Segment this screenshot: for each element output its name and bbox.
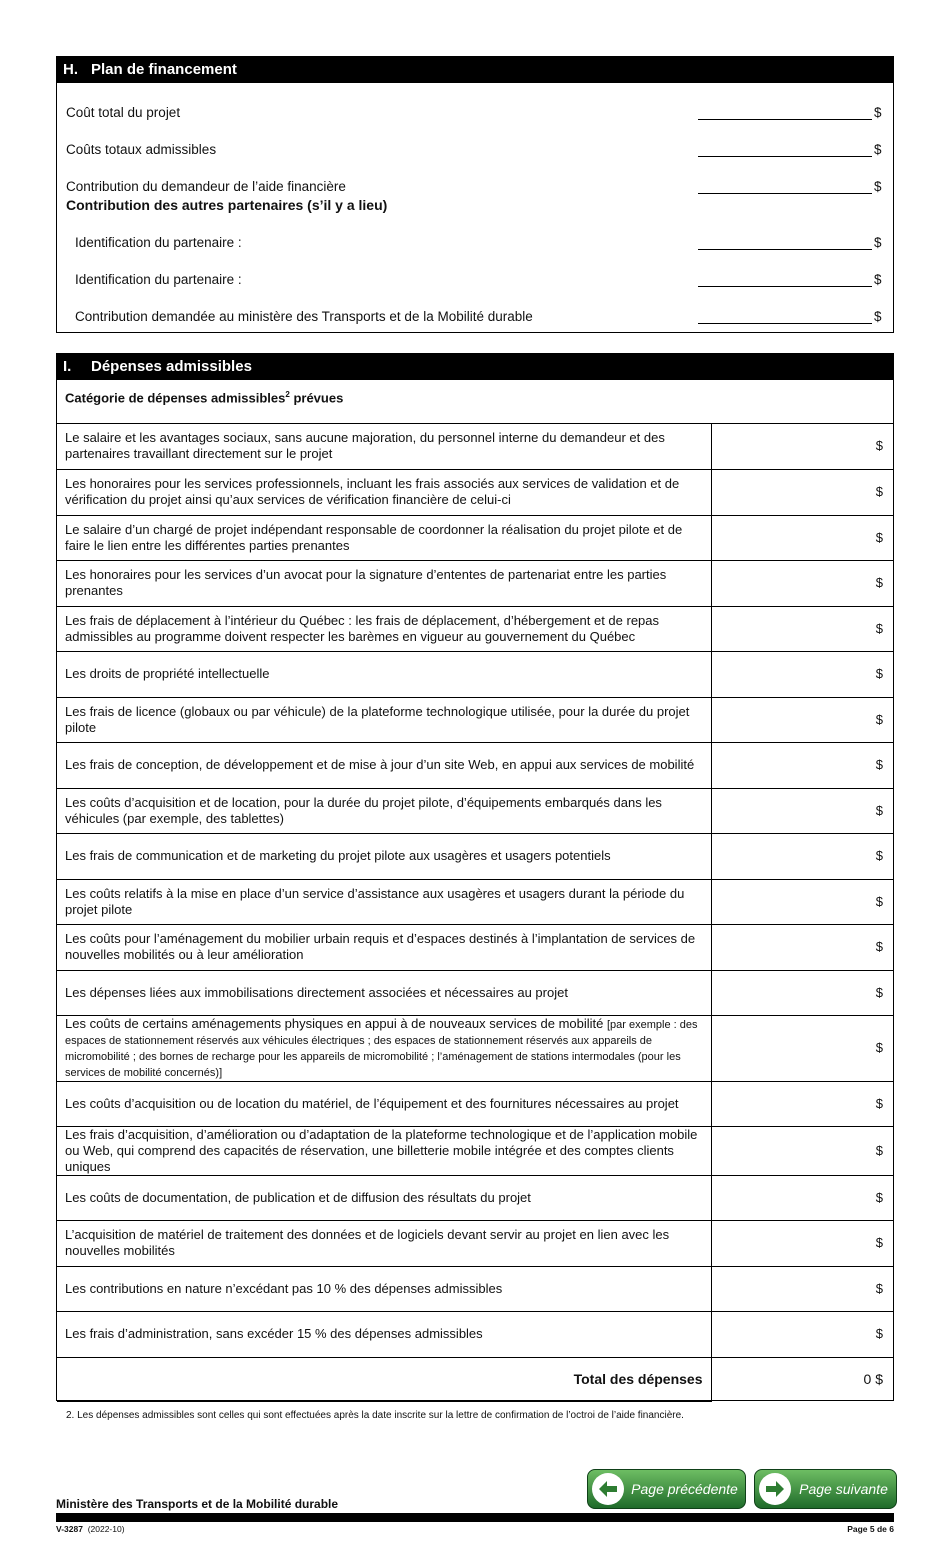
section-h-letter: H. <box>63 61 78 78</box>
expense-description: Les coûts d’acquisition et de location, pour la durée du projet pilote, d’équipements embarqués dans les véhicules (par exemple, des tablettes) <box>57 788 711 833</box>
expense-row <box>57 606 893 651</box>
expense-description: Le salaire d’un chargé de projet indépendant responsable de coordonner la réalisation du projet pilote et de faire le lien entre les différentes parties prenantes <box>57 515 711 560</box>
expense-row <box>57 833 893 879</box>
expense-row <box>57 515 893 560</box>
section-h-title: Plan de financement <box>91 61 237 78</box>
section-i-letter: I. <box>63 358 72 375</box>
previous-page-button[interactable] <box>587 1469 746 1509</box>
footer-bar <box>56 1513 894 1522</box>
expense-row <box>57 742 893 788</box>
expense-row <box>57 924 893 970</box>
expense-description: Les frais d’administration, sans excéder 15 % des dépenses admissibles <box>57 1311 711 1357</box>
partner-amount-field[interactable] <box>698 272 872 287</box>
expense-amount-field[interactable]: $ <box>711 424 893 469</box>
financing-amount-field[interactable] <box>698 105 872 120</box>
section-depenses-admissibles <box>56 353 894 1401</box>
expense-amount-field[interactable]: $ <box>711 1126 893 1175</box>
arrow-right-icon <box>759 1473 791 1505</box>
dollar-sign: $ <box>874 272 882 287</box>
expense-row <box>57 1015 893 1081</box>
expense-row <box>57 970 893 1015</box>
expense-description: Les contributions en nature n’excédant pas 10 % des dépenses admissibles <box>57 1266 711 1311</box>
financing-label: Coût total du projet <box>66 105 181 120</box>
expense-amount-field[interactable]: $ <box>711 1266 893 1311</box>
expense-amount-field[interactable]: $ <box>711 1175 893 1220</box>
expense-row <box>57 1220 893 1266</box>
dollar-sign: $ <box>874 309 882 324</box>
partner-amount-field[interactable] <box>698 235 872 250</box>
expense-row <box>57 1126 893 1175</box>
section-i-header <box>57 354 893 380</box>
page-number: Page 5 de 6 <box>847 1524 894 1534</box>
expense-row <box>57 879 893 924</box>
previous-page-label: Page précédente <box>631 1481 738 1497</box>
expense-amount-field[interactable]: $ <box>711 1220 893 1266</box>
expense-description: Les coûts pour l’aménagement du mobilier urbain requis et d’espaces destinés à l’implantation de services de nouvelles mobilités ou à leur amélioration <box>57 924 711 970</box>
financing-label: Coûts totaux admissibles <box>66 142 217 157</box>
expense-description: L’acquisition de matériel de traitement des données et de logiciels devant servir au projet en lien avec les nouvelles mobilités <box>57 1220 711 1266</box>
ministry-name: Ministère des Transports et de la Mobilité durable <box>56 1497 339 1511</box>
expenses-table <box>57 424 893 1402</box>
expense-amount-field[interactable]: $ <box>711 1015 893 1081</box>
total-label: Total des dépenses <box>57 1357 711 1401</box>
expense-description: Les frais de conception, de développement et de mise à jour d’un site Web, en appui aux services de mobilité <box>57 742 711 788</box>
expense-amount-field[interactable]: $ <box>711 1311 893 1357</box>
dollar-sign: $ <box>874 105 882 120</box>
expense-row <box>57 1081 893 1126</box>
expense-row <box>57 1175 893 1220</box>
partner-label: Contribution demandée au ministère des Transports et de la Mobilité durable <box>75 309 533 324</box>
partner-label: Identification du partenaire : <box>75 272 242 287</box>
expense-amount-field[interactable]: $ <box>711 833 893 879</box>
expense-amount-field[interactable]: $ <box>711 924 893 970</box>
financing-amount-field[interactable] <box>698 142 872 157</box>
next-page-button[interactable] <box>754 1469 897 1509</box>
financing-label: Contribution du demandeur de l’aide financière <box>66 179 346 194</box>
form-number: V-3287 (2022-10) <box>56 1524 125 1534</box>
expense-description: Les honoraires pour les services d’un avocat pour la signature d’ententes de partenariat entre les parties prenantes <box>57 560 711 606</box>
financing-amount-field[interactable] <box>698 179 872 194</box>
dollar-sign: $ <box>874 235 882 250</box>
section-plan-financement <box>56 56 894 333</box>
expense-description: Les frais d’acquisition, d’amélioration ou d’adaptation de la plateforme technologique et de l’application mobile ou Web, qui comprend des capacités de réservation, une billetterie mobile intégrée et des comptes clients uniques <box>57 1126 711 1175</box>
expense-amount-field[interactable]: $ <box>711 970 893 1015</box>
section-h-header <box>57 57 893 83</box>
expense-amount-field[interactable]: $ <box>711 606 893 651</box>
expense-description: Les honoraires pour les services professionnels, incluant les frais associés aux services de validation et de vérification du projet ainsi qu’aux services de vérification financière de celui-ci <box>57 469 711 515</box>
expense-amount-field[interactable]: $ <box>711 1081 893 1126</box>
expense-amount-field[interactable]: $ <box>711 469 893 515</box>
dollar-sign: $ <box>874 179 882 194</box>
expense-description: Les frais de déplacement à l’intérieur du Québec : les frais de déplacement, d’hébergement et de repas admissibles au programme doivent respecter les barèmes en vigueur au gouvernement du Québec <box>57 606 711 651</box>
expense-row <box>57 560 893 606</box>
expense-amount-field[interactable]: $ <box>711 788 893 833</box>
expense-amount-field[interactable]: $ <box>711 742 893 788</box>
expense-description: Les frais de licence (globaux ou par véhicule) de la plateforme technologique utilisée, pour la durée du projet pilote <box>57 697 711 742</box>
total-amount: 0 $ <box>711 1357 893 1401</box>
partner-label: Identification du partenaire : <box>75 235 242 250</box>
partner-amount-field[interactable] <box>698 309 872 324</box>
expense-amount-field[interactable]: $ <box>711 697 893 742</box>
expense-description: Les dépenses liées aux immobilisations directement associées et nécessaires au projet <box>57 970 711 1015</box>
expense-description: Les droits de propriété intellectuelle <box>57 651 711 697</box>
expense-row <box>57 469 893 515</box>
expense-amount-field[interactable]: $ <box>711 651 893 697</box>
expense-row <box>57 788 893 833</box>
expense-row <box>57 424 893 469</box>
expense-row <box>57 651 893 697</box>
expense-row <box>57 1266 893 1311</box>
expense-description: Les frais de communication et de marketing du projet pilote aux usagères et usagers potentiels <box>57 833 711 879</box>
arrow-left-icon <box>592 1473 624 1505</box>
expense-description: Les coûts d’acquisition ou de location du matériel, de l’équipement et des fournitures nécessaires au projet <box>57 1081 711 1126</box>
total-row <box>57 1357 893 1401</box>
expense-row <box>57 697 893 742</box>
dollar-sign: $ <box>874 142 882 157</box>
next-page-label: Page suivante <box>799 1481 888 1497</box>
expense-amount-field[interactable]: $ <box>711 560 893 606</box>
expense-row <box>57 1311 893 1357</box>
partners-heading: Contribution des autres partenaires (s’il y a lieu) <box>66 197 388 213</box>
expense-description: Les coûts de certains aménagements physiques en appui à de nouveaux services de mobilité [par exemple : des espaces de stationnement réservés aux véhicules électriques ; des espaces de stationnement réservés aux appareils de micromobilité ; des bornes de recharge pour les appareils de micromobilité ; l’aménagement de stations intermodales (pour les services de mobilité concernés)] <box>57 1015 711 1081</box>
expense-description: Les coûts relatifs à la mise en place d’un service d’assistance aux usagères et usagers durant la période du projet pilote <box>57 879 711 924</box>
category-heading: Catégorie de dépenses admissibles$^2$ prévues <box>57 380 893 424</box>
footnote: 2. Les dépenses admissibles sont celles qui sont effectuées après la date inscrite sur la lettre de confirmation de l’octroi de l’aide financière. <box>66 1410 684 1421</box>
expense-description: Le salaire et les avantages sociaux, sans aucune majoration, du personnel interne du demandeur et des partenaires travaillant directement sur le projet <box>57 424 711 469</box>
expense-amount-field[interactable]: $ <box>711 515 893 560</box>
expense-amount-field[interactable]: $ <box>711 879 893 924</box>
expense-description: Les coûts de documentation, de publication et de diffusion des résultats du projet <box>57 1175 711 1220</box>
section-i-title: Dépenses admissibles <box>91 358 252 375</box>
